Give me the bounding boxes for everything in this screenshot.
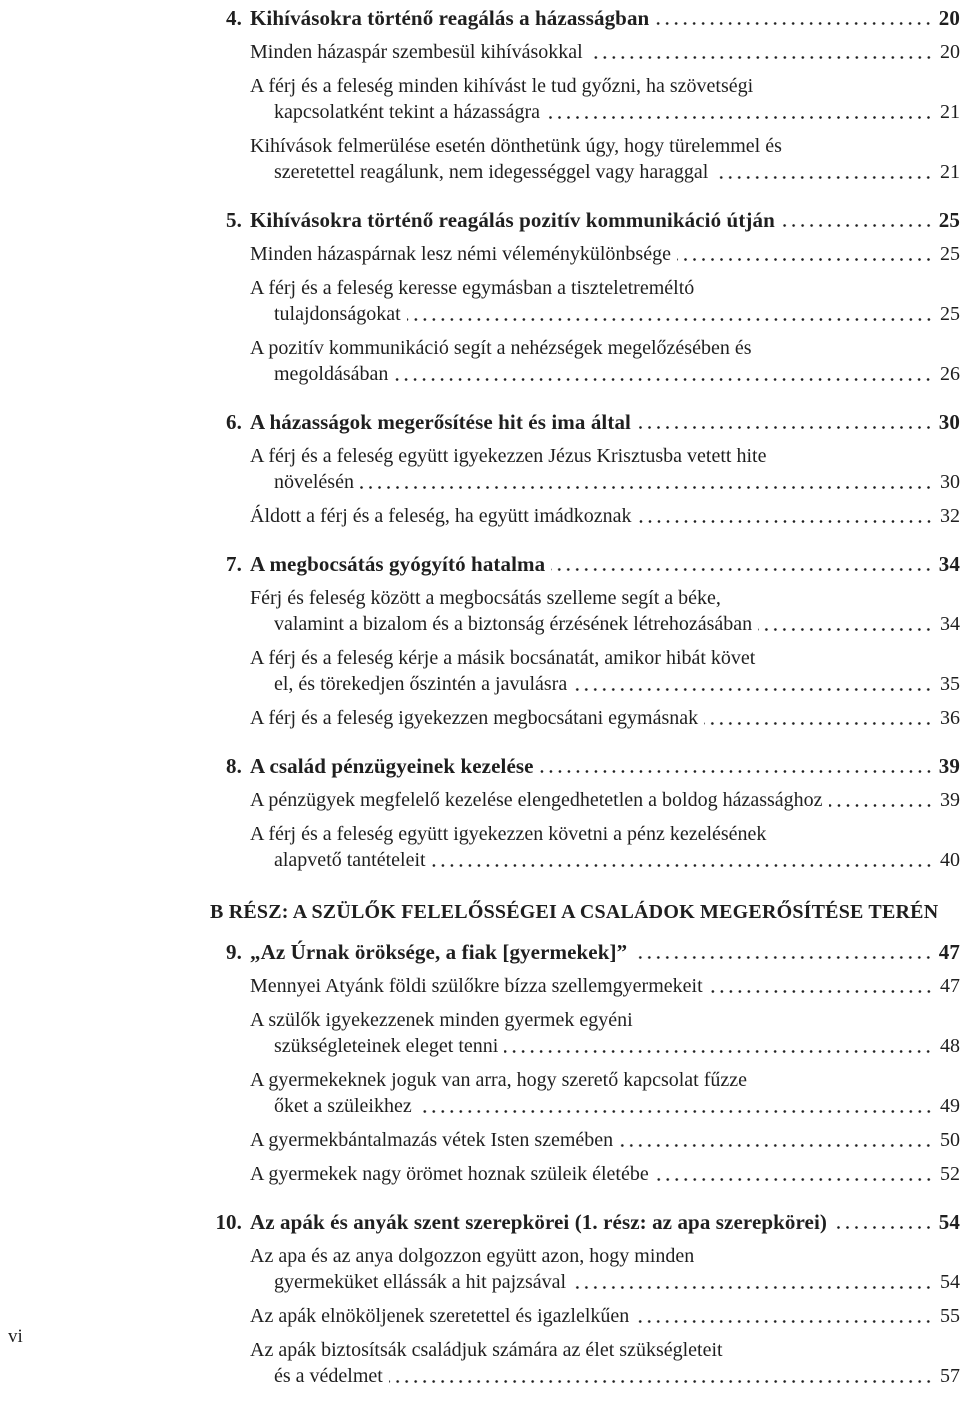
entry-text: el, és törekedjen őszintén a javulásra xyxy=(274,673,568,695)
toc-entry xyxy=(0,443,960,498)
entry-text-line1: A gyermekeknek joguk van arra, hogy szerető kapcsolat fűzze xyxy=(250,1069,748,1091)
toc-chapter xyxy=(0,0,960,188)
dot-leader xyxy=(833,1226,933,1229)
entry-text-line1: A pozitív kommunikáció segít a nehézségek megelőzésében és xyxy=(250,337,752,359)
dot-leader xyxy=(572,1286,933,1289)
entry-text-line1: A férj és a feleség kérje a másik bocsánatát, amikor hibát követ xyxy=(250,647,756,669)
toc-chapter xyxy=(0,404,960,532)
entry-page-number: 55 xyxy=(940,1305,960,1327)
dot-leader xyxy=(389,1380,933,1383)
entry-text-line1: A férj és a feleség együtt igyekezzen követni a pénz kezelésének xyxy=(250,823,767,845)
entry-page-number: 48 xyxy=(940,1035,960,1057)
entry-row xyxy=(250,301,960,330)
chapter-title-row xyxy=(0,1204,960,1238)
entry-page-number: 40 xyxy=(940,849,960,871)
entry-row xyxy=(250,99,960,128)
chapter-title: A megbocsátás gyógyító hatalma xyxy=(250,552,546,576)
dot-leader xyxy=(714,176,933,179)
chapter-number: 7. xyxy=(226,552,242,576)
entry-row xyxy=(250,1127,960,1156)
dot-leader xyxy=(551,568,933,571)
entry-text-line1: Az apák biztosítsák családjuk számára az élet szükségleteit xyxy=(250,1339,723,1361)
chapter-title: A család pénzügyeinek kezelése xyxy=(250,754,534,778)
toc-entry xyxy=(0,1007,960,1062)
entry-page-number: 32 xyxy=(940,505,960,527)
entry-text: megoldásában xyxy=(274,363,389,385)
entry-row xyxy=(250,1303,960,1332)
dot-leader xyxy=(709,990,933,993)
toc-entry xyxy=(0,821,960,876)
entry-page-number: 25 xyxy=(940,243,960,265)
toc-entry xyxy=(0,275,960,330)
entry-text-line1: A férj és a feleség együtt igyekezzen Jézus Krisztusba vetett hite xyxy=(250,445,767,467)
entry-row xyxy=(250,1093,960,1122)
entry-page-number: 35 xyxy=(940,673,960,695)
entry-text-line1: A szülők igyekezzenek minden gyermek egyéni xyxy=(250,1009,633,1031)
dot-leader xyxy=(407,318,933,321)
chapter-title-row xyxy=(0,202,960,236)
dot-leader xyxy=(635,1320,933,1323)
toc-entry xyxy=(0,1161,960,1190)
toc-chapter xyxy=(0,748,960,876)
chapter-number: 9. xyxy=(226,940,242,964)
entry-page-number: 25 xyxy=(940,303,960,325)
chapter-title-row xyxy=(0,748,960,782)
entry-row xyxy=(250,1161,960,1190)
dot-leader xyxy=(758,628,933,631)
entry-text: tulajdonságokat xyxy=(274,303,401,325)
entry-row xyxy=(250,241,960,270)
entry-row xyxy=(250,39,960,68)
dot-leader xyxy=(781,224,933,227)
chapter-page-number: 30 xyxy=(938,410,960,434)
entry-row xyxy=(250,705,960,734)
toc-entry xyxy=(0,1303,960,1332)
entry-text: Az apák elnököljenek szeretettel és igazlelkűen xyxy=(250,1305,630,1327)
entry-row xyxy=(250,361,960,390)
toc-chapter xyxy=(0,546,960,734)
chapter-page-number: 39 xyxy=(938,754,960,778)
page-folio: vi xyxy=(8,1326,23,1347)
toc-entry xyxy=(0,1067,960,1122)
entry-row xyxy=(250,671,960,700)
toc-entry xyxy=(0,645,960,700)
toc-entry xyxy=(0,585,960,640)
dot-leader xyxy=(655,22,933,25)
toc-entry xyxy=(0,503,960,532)
entry-text-line1: Férj és feleség között a megbocsátás szelleme segít a béke, xyxy=(250,587,721,609)
chapter-page-number: 20 xyxy=(938,6,960,30)
chapter-title: Kihívásokra történő reagálás pozitív kommunikáció útján xyxy=(250,208,775,232)
dot-leader xyxy=(573,688,933,691)
toc-entry xyxy=(0,973,960,1002)
toc-entry xyxy=(0,335,960,390)
dot-leader xyxy=(637,426,933,429)
entry-text: gyermeküket ellássák a hit pajzsával xyxy=(274,1271,567,1293)
chapter-page-number: 34 xyxy=(938,552,960,576)
dot-leader xyxy=(633,956,933,959)
entry-text-line1: A férj és a feleség keresse egymásban a tiszteletreméltó xyxy=(250,277,695,299)
chapter-title: „Az Úrnak öröksége, a fiak [gyermekek]” xyxy=(250,940,628,964)
chapter-title-row xyxy=(0,0,960,34)
chapter-title-row xyxy=(0,934,960,968)
dot-leader xyxy=(677,258,933,261)
dot-leader xyxy=(360,486,933,489)
toc-entry xyxy=(0,787,960,816)
entry-text-line1: A férj és a feleség minden kihívást le tud győzni, ha szövetségi xyxy=(250,75,754,97)
entry-text: A férj és a feleség igyekezzen megbocsátani egymásnak xyxy=(250,707,699,729)
chapter-number: 5. xyxy=(226,208,242,232)
entry-page-number: 30 xyxy=(940,471,960,493)
dot-leader xyxy=(704,722,933,725)
dot-leader xyxy=(655,1178,933,1181)
entry-row xyxy=(250,787,960,816)
chapter-page-number: 25 xyxy=(938,208,960,232)
entry-text: szükségleteinek eleget tenni xyxy=(274,1035,499,1057)
toc-entry xyxy=(0,1127,960,1156)
chapter-number: 10. xyxy=(215,1210,242,1234)
entry-text: és a védelmet xyxy=(274,1365,383,1387)
chapter-title-row xyxy=(0,546,960,580)
entry-text: valamint a bizalom és a biztonság érzésének létrehozásában xyxy=(274,613,753,635)
section-heading: B RÉSZ: A SZÜLŐK FELELŐSSÉGEI A CSALÁDOK MEGERŐSÍTÉSE TERÉN xyxy=(210,901,939,923)
dot-leader xyxy=(589,56,933,59)
entry-page-number: 57 xyxy=(940,1365,960,1387)
entry-row xyxy=(250,503,960,532)
entry-page-number: 52 xyxy=(940,1163,960,1185)
entry-row xyxy=(250,1363,960,1392)
entry-text: Mennyei Atyánk földi szülőkre bízza szellemgyermekeit xyxy=(250,975,703,997)
chapters-part-b xyxy=(0,934,960,1392)
entry-page-number: 39 xyxy=(940,789,960,811)
entry-page-number: 26 xyxy=(940,363,960,385)
entry-page-number: 50 xyxy=(940,1129,960,1151)
entry-text: Minden házaspár szembesül kihívásokkal xyxy=(250,41,583,63)
entry-row xyxy=(250,847,960,876)
entry-text: őket a szüleikhez xyxy=(274,1095,412,1117)
chapter-page-number: 54 xyxy=(938,1210,960,1234)
toc-entry xyxy=(0,241,960,270)
entry-page-number: 47 xyxy=(940,975,960,997)
chapter-title: Az apák és anyák szent szerepkörei (1. rész: az apa szerepkörei) xyxy=(250,1210,828,1234)
entry-text: szeretettel reagálunk, nem idegességgel vagy haraggal xyxy=(274,161,709,183)
chapter-number: 4. xyxy=(226,6,242,30)
entry-row xyxy=(250,159,960,188)
chapter-title-row xyxy=(0,404,960,438)
toc-entry xyxy=(0,73,960,128)
dot-leader xyxy=(432,864,933,867)
dot-leader xyxy=(829,804,933,807)
chapter-title: A házasságok megerősítése hit és ima által xyxy=(250,410,631,434)
dot-leader xyxy=(619,1144,933,1147)
entry-text: Minden házaspárnak lesz némi véleménykülönbsége xyxy=(250,243,671,265)
entry-row xyxy=(250,611,960,640)
entry-page-number: 21 xyxy=(940,161,960,183)
entry-text: alapvető tantételeit xyxy=(274,849,426,871)
toc-entry xyxy=(0,1243,960,1298)
entry-page-number: 36 xyxy=(940,707,960,729)
chapter-page-number: 47 xyxy=(938,940,960,964)
entry-page-number: 34 xyxy=(940,613,960,635)
toc-chapter xyxy=(0,202,960,390)
toc-chapter xyxy=(0,1204,960,1392)
entry-row xyxy=(250,1033,960,1062)
entry-text-line1: Kihívások felmerülése esetén dönthetünk úgy, hogy türelemmel és xyxy=(250,135,782,157)
entry-text: A gyermekek nagy örömet hoznak szüleik életébe xyxy=(250,1163,649,1185)
entry-page-number: 20 xyxy=(940,41,960,63)
dot-leader xyxy=(418,1110,933,1113)
entry-text: növelésén xyxy=(274,471,354,493)
chapter-number: 8. xyxy=(226,754,242,778)
toc-entry xyxy=(0,705,960,734)
entry-text: Áldott a férj és a feleség, ha együtt imádkoznak xyxy=(250,505,632,527)
dot-leader xyxy=(394,378,933,381)
entry-page-number: 54 xyxy=(940,1271,960,1293)
entry-page-number: 49 xyxy=(940,1095,960,1117)
toc-entry xyxy=(0,1337,960,1392)
chapter-title: Kihívásokra történő reagálás a házasságban xyxy=(250,6,650,30)
entry-row xyxy=(250,1269,960,1298)
entry-text: A pénzügyek megfelelő kezelése elengedhetetlen a boldog házassághoz xyxy=(250,789,823,811)
dot-leader xyxy=(546,116,933,119)
entry-text: A gyermekbántalmazás vétek Isten szemében xyxy=(250,1129,614,1151)
dot-leader xyxy=(504,1050,933,1053)
toc-entry xyxy=(0,133,960,188)
entry-text: kapcsolatként tekint a házasságra xyxy=(274,101,540,123)
entry-row xyxy=(250,973,960,1002)
entry-text-line1: Az apa és az anya dolgozzon együtt azon, hogy minden xyxy=(250,1245,695,1267)
dot-leader xyxy=(540,770,933,773)
toc-entry xyxy=(0,39,960,68)
chapter-number: 6. xyxy=(226,410,242,434)
dot-leader xyxy=(638,520,933,523)
entry-page-number: 21 xyxy=(940,101,960,123)
toc-chapter xyxy=(0,934,960,1190)
entry-row xyxy=(250,469,960,498)
